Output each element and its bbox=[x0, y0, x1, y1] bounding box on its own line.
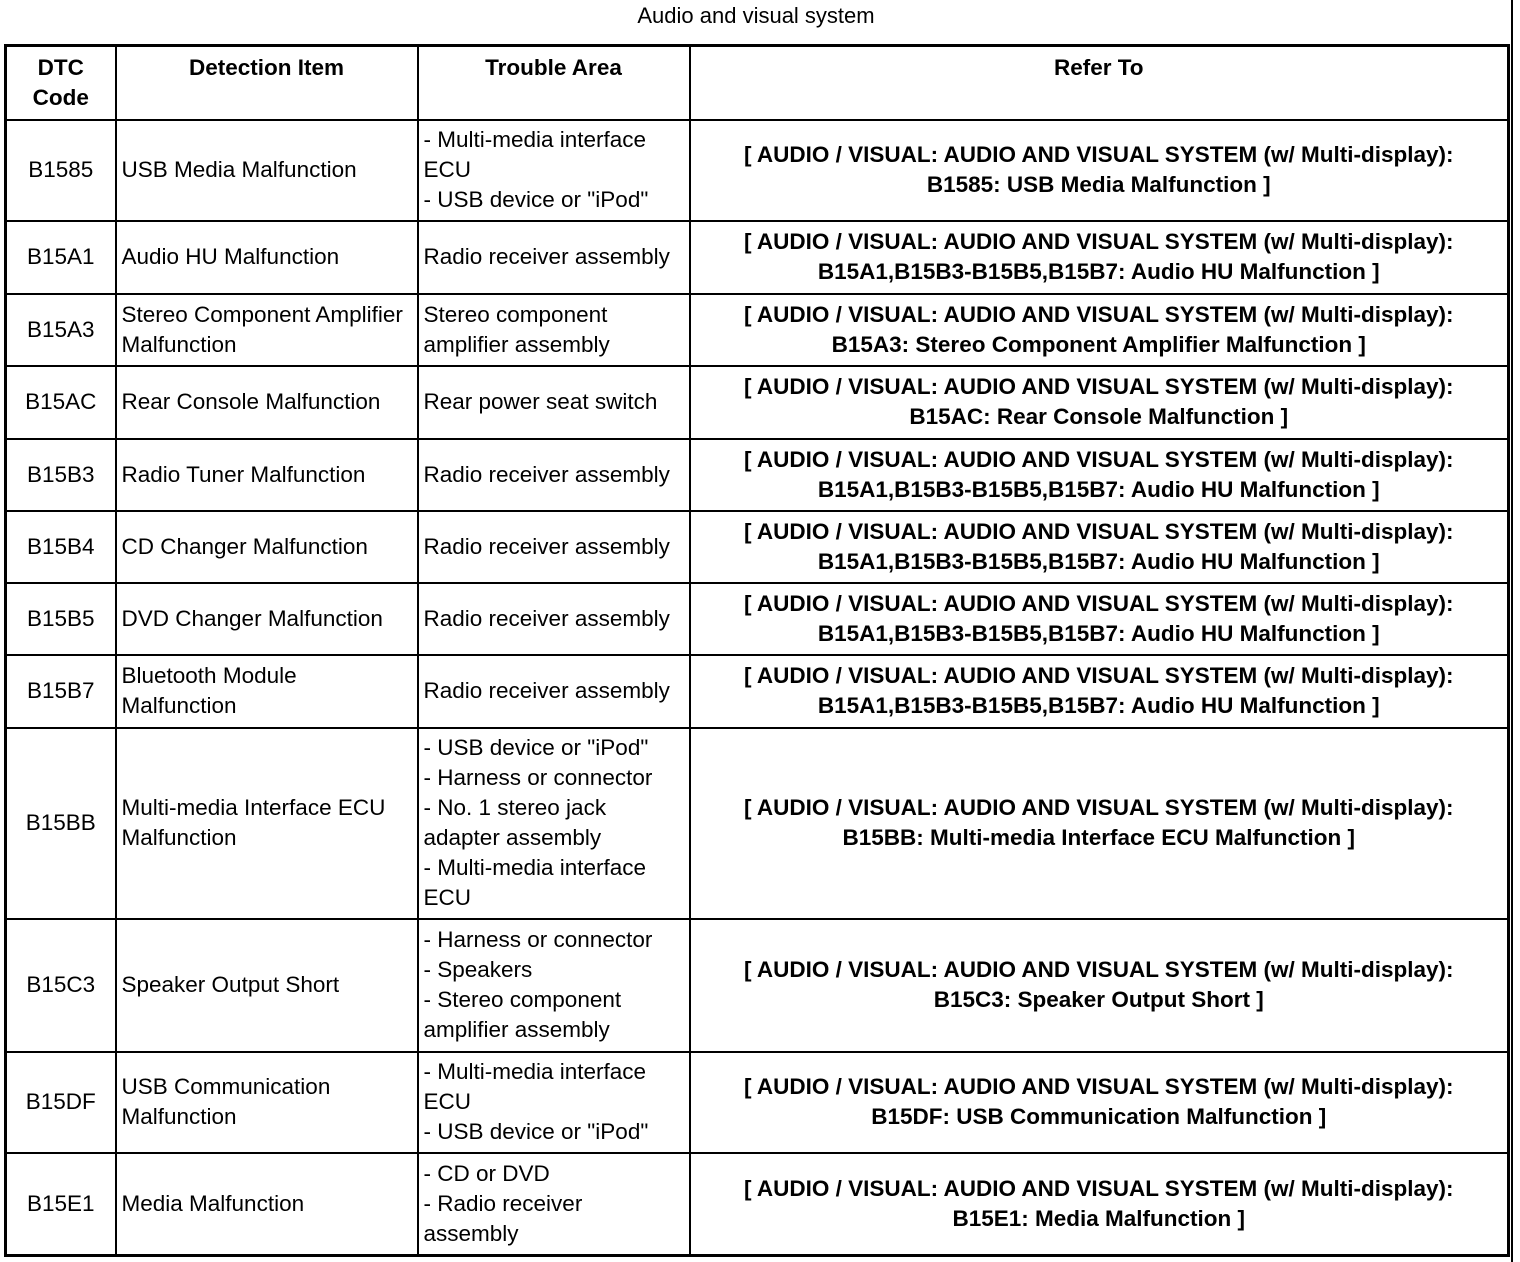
detection-item-cell: USB Communication Malfunction bbox=[116, 1052, 418, 1153]
detection-item-cell: DVD Changer Malfunction bbox=[116, 583, 418, 655]
refer-to-line: [ AUDIO / VISUAL: AUDIO AND VISUAL SYSTEM (w/ Multi-display): bbox=[743, 590, 1454, 616]
trouble-area-line: Radio receiver assembly bbox=[423, 244, 670, 269]
trouble-area-line: - Speakers bbox=[423, 957, 533, 982]
table-row bbox=[6, 919, 1509, 1052]
trouble-area-line: - Multi-media interface ECU bbox=[423, 1059, 647, 1114]
table-row bbox=[6, 1153, 1509, 1256]
header-row bbox=[6, 46, 1509, 120]
refer-to-cell bbox=[690, 221, 1509, 294]
header-dtc-code-line2: Code bbox=[32, 85, 89, 110]
table-caption: Audio and visual system bbox=[637, 3, 875, 28]
detection-item-cell: Bluetooth Module Malfunction bbox=[116, 655, 418, 728]
trouble-area-cell bbox=[418, 294, 690, 366]
refer-to-line: B15C3: Speaker Output Short ] bbox=[933, 987, 1264, 1012]
refer-to-line: B15DF: USB Communication Malfunction ] bbox=[871, 1104, 1327, 1129]
header-detection-item: Detection Item bbox=[116, 46, 418, 120]
table-row bbox=[6, 294, 1509, 366]
refer-to-line: B15E1: Media Malfunction ] bbox=[952, 1205, 1246, 1231]
trouble-area-cell bbox=[418, 1153, 690, 1256]
dtc-code-cell: B1585 bbox=[6, 120, 116, 221]
detection-item-cell: Speaker Output Short bbox=[116, 919, 418, 1052]
trouble-area-line: Stereo component amplifier assembly bbox=[423, 301, 610, 357]
trouble-area-cell bbox=[418, 655, 690, 728]
dtc-code-cell: B15B4 bbox=[6, 511, 116, 583]
trouble-area-line: - Multi-media interface ECU bbox=[423, 855, 647, 910]
refer-to-line: [ AUDIO / VISUAL: AUDIO AND VISUAL SYSTEM (w/ Multi-display): bbox=[743, 795, 1454, 820]
trouble-area-cell bbox=[418, 1052, 690, 1153]
dtc-code-cell: B15C3 bbox=[6, 919, 116, 1052]
header-dtc-code bbox=[6, 46, 116, 120]
refer-to-line: B15AC: Rear Console Malfunction ] bbox=[909, 404, 1289, 429]
refer-to-line: [ AUDIO / VISUAL: AUDIO AND VISUAL SYSTEM (w/ Multi-display): bbox=[743, 374, 1454, 399]
trouble-area-cell bbox=[418, 120, 690, 221]
trouble-area-line: - Radio receiver assembly bbox=[423, 1190, 583, 1246]
refer-to-line: B1585: USB Media Malfunction ] bbox=[926, 172, 1271, 197]
dtc-code-cell: B15B3 bbox=[6, 439, 116, 511]
detection-item-cell: Stereo Component Amplifier Malfunction bbox=[116, 294, 418, 366]
trouble-area-line: - Harness or connector bbox=[423, 927, 653, 952]
trouble-area-cell bbox=[418, 919, 690, 1052]
refer-to-cell bbox=[690, 366, 1509, 439]
dtc-table-body bbox=[6, 120, 1509, 1256]
trouble-area-line: Radio receiver assembly bbox=[423, 461, 670, 487]
refer-to-line: [ AUDIO / VISUAL: AUDIO AND VISUAL SYSTEM (w/ Multi-display): bbox=[743, 518, 1454, 544]
trouble-area-line: Radio receiver assembly bbox=[423, 605, 670, 631]
refer-to-line: B15A1,B15B3-B15B5,B15B7: Audio HU Malfunction ] bbox=[817, 548, 1380, 574]
dtc-code-cell: B15DF bbox=[6, 1052, 116, 1153]
refer-to-line: B15A3: Stereo Component Amplifier Malfunction ] bbox=[831, 331, 1366, 357]
refer-to-line: B15A1,B15B3-B15B5,B15B7: Audio HU Malfunction ] bbox=[817, 620, 1380, 646]
trouble-area-line: - USB device or "iPod" bbox=[423, 735, 649, 760]
detection-item-cell: Multi-media Interface ECU Malfunction bbox=[116, 728, 418, 919]
dtc-code-cell: B15AC bbox=[6, 366, 116, 439]
page-edge-rule bbox=[1511, 0, 1513, 1262]
table-row bbox=[6, 221, 1509, 294]
trouble-area-line: - Harness or connector bbox=[423, 765, 653, 790]
table-row bbox=[6, 439, 1509, 511]
refer-to-line: [ AUDIO / VISUAL: AUDIO AND VISUAL SYSTEM (w/ Multi-display): bbox=[743, 663, 1454, 688]
trouble-area-line: Radio receiver assembly bbox=[423, 678, 670, 703]
dtc-code-cell: B15B5 bbox=[6, 583, 116, 655]
refer-to-cell bbox=[690, 294, 1509, 366]
table-row bbox=[6, 120, 1509, 221]
table-row bbox=[6, 728, 1509, 919]
trouble-area-line: - CD or DVD bbox=[423, 1160, 550, 1186]
dtc-code-cell: B15B7 bbox=[6, 655, 116, 728]
refer-to-cell bbox=[690, 919, 1509, 1052]
trouble-area-line: - USB device or "iPod" bbox=[423, 1119, 649, 1144]
detection-item-cell: Rear Console Malfunction bbox=[116, 366, 418, 439]
refer-to-cell bbox=[690, 511, 1509, 583]
dtc-code-cell: B15A1 bbox=[6, 221, 116, 294]
refer-to-line: [ AUDIO / VISUAL: AUDIO AND VISUAL SYSTEM (w/ Multi-display): bbox=[743, 446, 1454, 472]
detection-item-cell: Radio Tuner Malfunction bbox=[116, 439, 418, 511]
table-row bbox=[6, 655, 1509, 728]
table-row bbox=[6, 366, 1509, 439]
detection-item-cell: USB Media Malfunction bbox=[116, 120, 418, 221]
refer-to-line: [ AUDIO / VISUAL: AUDIO AND VISUAL SYSTEM (w/ Multi-display): bbox=[743, 229, 1454, 254]
refer-to-line: [ AUDIO / VISUAL: AUDIO AND VISUAL SYSTEM (w/ Multi-display): bbox=[743, 1175, 1454, 1201]
dtc-table-header bbox=[6, 46, 1509, 120]
detection-item-cell: Media Malfunction bbox=[116, 1153, 418, 1256]
dtc-code-cell: B15A3 bbox=[6, 294, 116, 366]
refer-to-line: [ AUDIO / VISUAL: AUDIO AND VISUAL SYSTEM (w/ Multi-display): bbox=[743, 142, 1454, 167]
trouble-area-cell bbox=[418, 221, 690, 294]
trouble-area-cell bbox=[418, 728, 690, 919]
refer-to-cell bbox=[690, 655, 1509, 728]
refer-to-line: [ AUDIO / VISUAL: AUDIO AND VISUAL SYSTEM (w/ Multi-display): bbox=[743, 957, 1454, 982]
trouble-area-line: - USB device or "iPod" bbox=[423, 187, 649, 212]
refer-to-cell bbox=[690, 1153, 1509, 1256]
refer-to-line: [ AUDIO / VISUAL: AUDIO AND VISUAL SYSTEM (w/ Multi-display): bbox=[743, 1074, 1454, 1099]
refer-to-line: B15A1,B15B3-B15B5,B15B7: Audio HU Malfunction ] bbox=[817, 476, 1380, 502]
refer-to-line: B15BB: Multi-media Interface ECU Malfunction ] bbox=[842, 825, 1356, 850]
detection-item-cell: Audio HU Malfunction bbox=[116, 221, 418, 294]
header-refer-to: Refer To bbox=[690, 46, 1509, 120]
header-dtc-code-line1: DTC bbox=[37, 55, 84, 80]
trouble-area-line: - Multi-media interface ECU bbox=[423, 127, 647, 182]
trouble-area-cell bbox=[418, 366, 690, 439]
header-trouble-area: Trouble Area bbox=[418, 46, 690, 120]
trouble-area-cell bbox=[418, 439, 690, 511]
table-row bbox=[6, 511, 1509, 583]
trouble-area-line: Rear power seat switch bbox=[423, 389, 658, 414]
detection-item-cell: CD Changer Malfunction bbox=[116, 511, 418, 583]
refer-to-cell bbox=[690, 728, 1509, 919]
refer-to-line: [ AUDIO / VISUAL: AUDIO AND VISUAL SYSTEM (w/ Multi-display): bbox=[743, 301, 1454, 327]
table-row bbox=[6, 1052, 1509, 1153]
refer-to-cell bbox=[690, 439, 1509, 511]
trouble-area-cell bbox=[418, 511, 690, 583]
trouble-area-line: - No. 1 stereo jack adapter assembly bbox=[423, 795, 607, 850]
dtc-code-cell: B15BB bbox=[6, 728, 116, 919]
trouble-area-line: - Stereo component amplifier assembly bbox=[423, 987, 622, 1042]
table-row bbox=[6, 583, 1509, 655]
refer-to-line: B15A1,B15B3-B15B5,B15B7: Audio HU Malfunction ] bbox=[817, 693, 1380, 718]
refer-to-cell bbox=[690, 583, 1509, 655]
trouble-area-cell bbox=[418, 583, 690, 655]
dtc-table bbox=[4, 44, 1510, 1257]
refer-to-line: B15A1,B15B3-B15B5,B15B7: Audio HU Malfunction ] bbox=[817, 259, 1380, 284]
refer-to-cell bbox=[690, 120, 1509, 221]
dtc-code-cell: B15E1 bbox=[6, 1153, 116, 1256]
refer-to-cell bbox=[690, 1052, 1509, 1153]
trouble-area-line: Radio receiver assembly bbox=[423, 533, 670, 559]
